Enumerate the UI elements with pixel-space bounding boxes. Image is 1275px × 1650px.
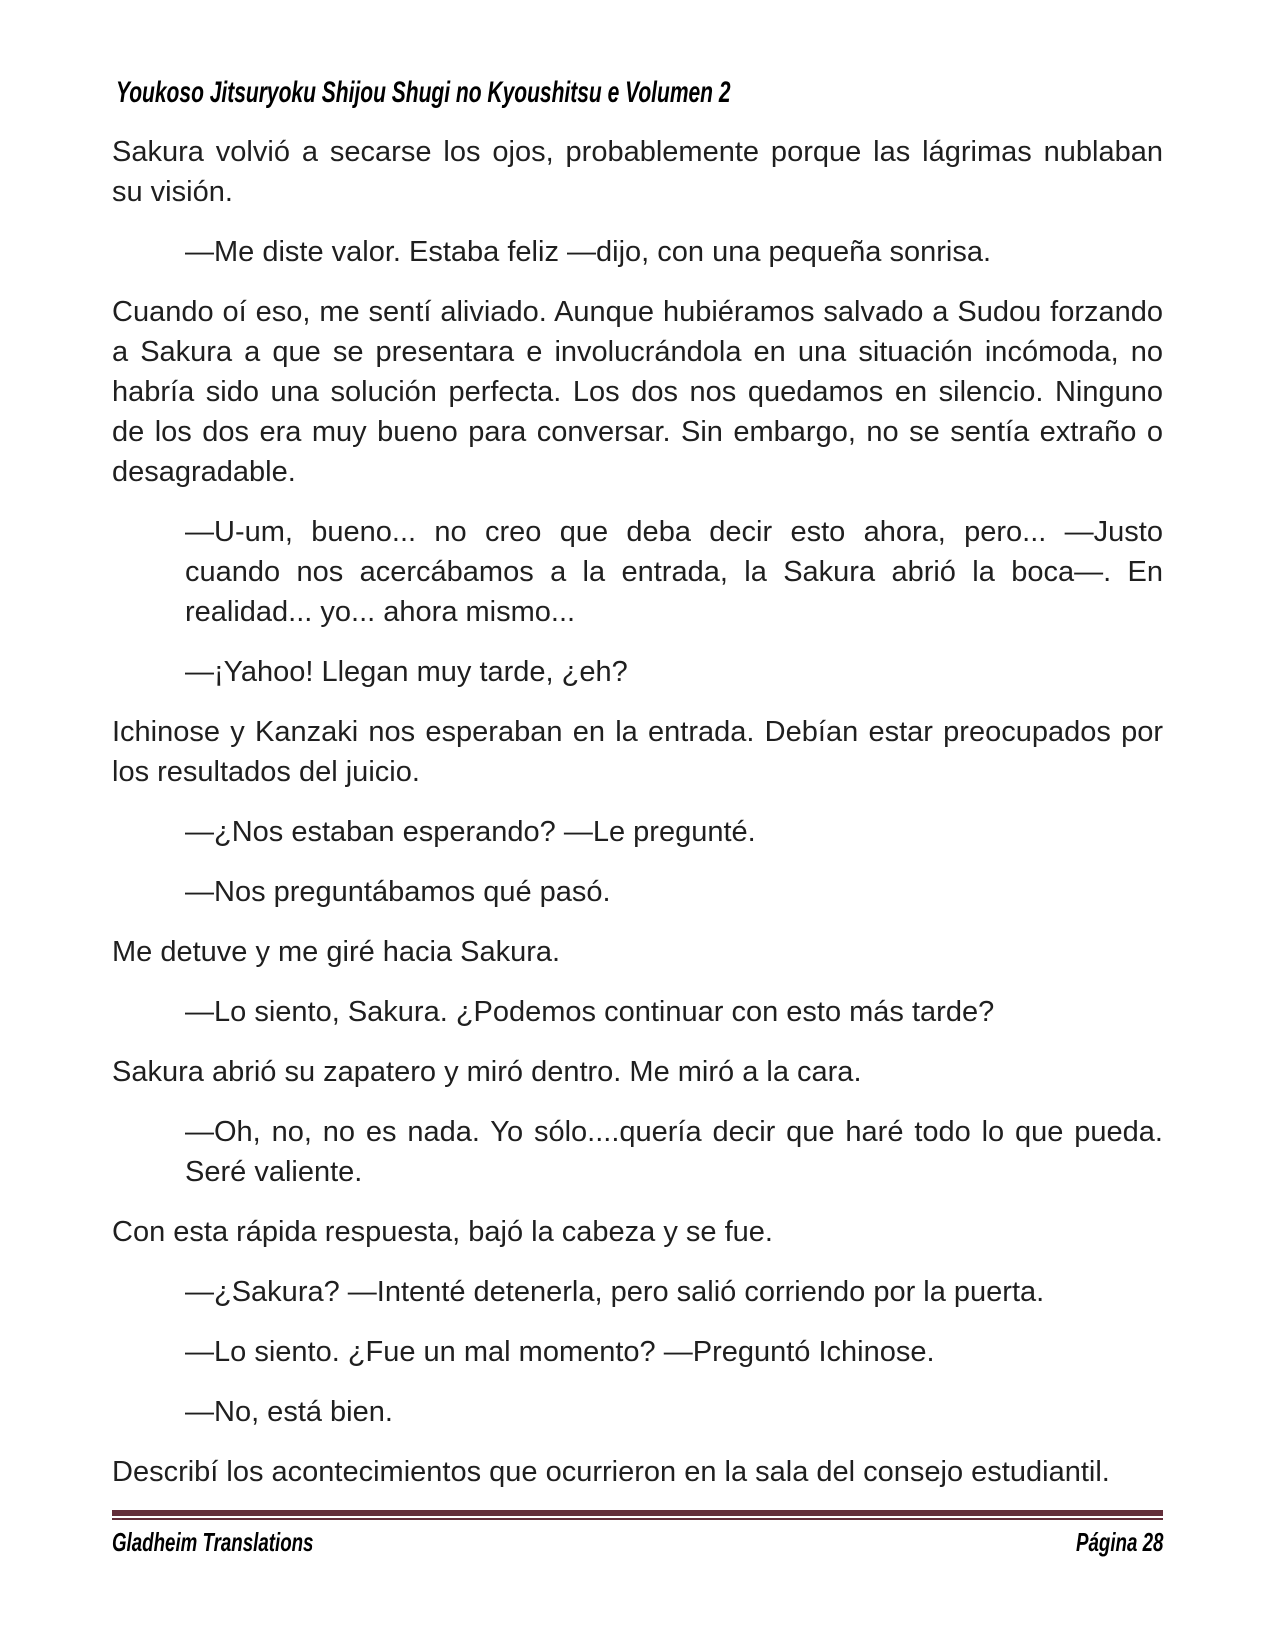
header-title: Youkoso Jitsuryoku Shijou Shugi no Kyoushitsu e Volumen 2	[116, 76, 731, 109]
paragraph-narration: Ichinose y Kanzaki nos esperaban en la entrada. Debían estar preocupados por los resultados del juicio.	[112, 716, 1163, 788]
footer-translator-credit: Gladheim Translations	[112, 1527, 314, 1557]
page-header	[116, 76, 994, 110]
paragraph-dialogue: —Me diste valor. Estaba feliz —dijo, con una pequeña sonrisa.	[185, 236, 992, 268]
paragraph-dialogue: —Nos preguntábamos qué pasó.	[185, 876, 611, 908]
paragraph-narration: Sakura volvió a secarse los ojos, probablemente porque las lágrimas nublaban su visión.	[112, 136, 1163, 208]
paragraph-narration: Me detuve y me giré hacia Sakura.	[112, 936, 561, 968]
paragraph-narration: Con esta rápida respuesta, bajó la cabeza y se fue.	[112, 1216, 773, 1248]
paragraph-dialogue: —¿Sakura? —Intenté detenerla, pero salió corriendo por la puerta.	[185, 1276, 1045, 1308]
paragraph-dialogue: —¡Yahoo! Llegan muy tarde, ¿eh?	[185, 656, 628, 688]
paragraph-dialogue: —Lo siento. ¿Fue un mal momento? —Preguntó Ichinose.	[185, 1336, 935, 1368]
paragraph-narration: Cuando oí eso, me sentí aliviado. Aunque hubiéramos salvado a Sudou forzando a Sakura a que se presentara e involucrándola en una situación incómoda, no habría sido una solución perfecta. Los dos nos quedamos en silencio. Ninguno de los dos era muy bueno para conversar. Sin embargo, no se sentía extraño o desagradable.	[112, 296, 1163, 488]
paragraph-dialogue: —Lo siento, Sakura. ¿Podemos continuar con esto más tarde?	[185, 996, 995, 1028]
body-text	[112, 132, 1163, 1492]
footer-rule-thin	[112, 1518, 1163, 1520]
paragraph-dialogue: —No, está bien.	[185, 1396, 393, 1428]
footer-rule-thick	[112, 1510, 1163, 1516]
page-footer	[112, 1527, 1163, 1558]
paragraph-narration: Describí los acontecimientos que ocurrieron en la sala del consejo estudiantil.	[112, 1456, 1110, 1488]
paragraph-dialogue: —¿Nos estaban esperando? —Le pregunté.	[185, 816, 756, 848]
paragraph-dialogue: —U-um, bueno... no creo que deba decir esto ahora, pero... —Justo cuando nos acercábamos a la entrada, la Sakura abrió la boca—. En realidad... yo... ahora mismo...	[185, 516, 1163, 628]
paragraph-narration: Sakura abrió su zapatero y miró dentro. Me miró a la cara.	[112, 1056, 862, 1088]
paragraph-dialogue: —Oh, no, no es nada. Yo sólo....quería decir que haré todo lo que pueda. Seré valiente.	[185, 1116, 1163, 1188]
footer-page-number: Página 28	[1075, 1527, 1163, 1557]
